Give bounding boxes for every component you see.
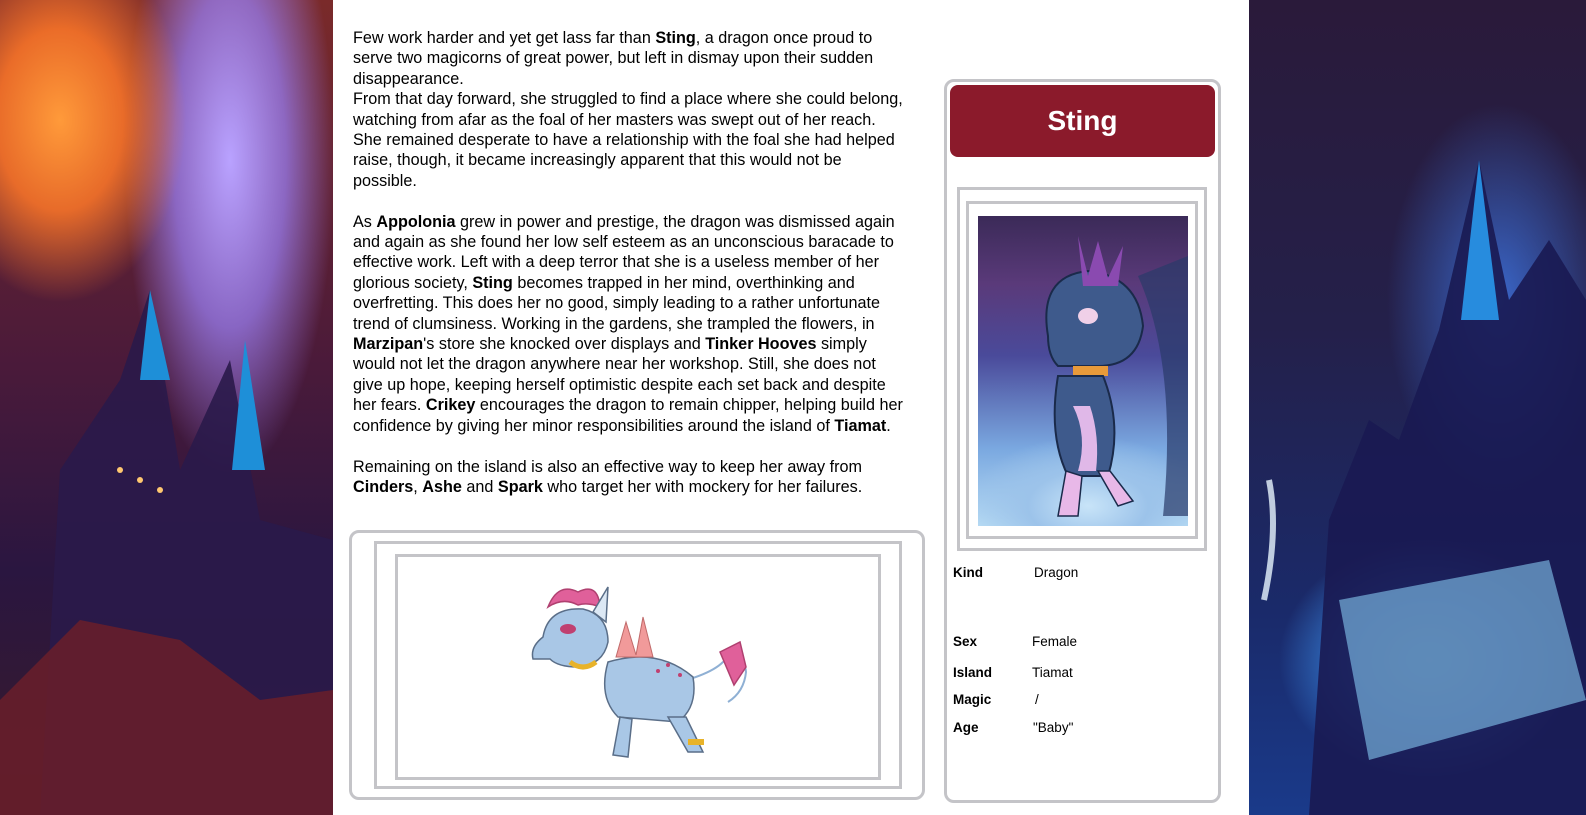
character-name-sting: Sting [655, 29, 696, 47]
story-text: , [413, 477, 423, 496]
character-portrait-image [978, 216, 1188, 526]
right-background-art [1249, 0, 1586, 815]
story-text: grew in power and prestige, the dragon was dismissed again and again as she found her low self esteem as an unconscious baracade to effective work. Left with a deep terror that she is a useless member of her glorious society, [353, 212, 895, 292]
character-name-ashe: Ashe [422, 477, 462, 496]
portrait-illustration [978, 216, 1188, 526]
character-name-tinker-hooves: Tinker Hooves [705, 335, 817, 354]
story-text: simply would not let the dragon anywhere near her workshop. Still, she does not give up hope, keeping herself optimistic despite each set back and despite her fears. [353, 335, 886, 415]
info-value: / [1035, 692, 1039, 707]
story-paragraph-4 [353, 457, 905, 498]
story-text: Remaining on the island is also an effective way to keep her away from [353, 457, 862, 476]
reference-sheet-frame [349, 530, 925, 800]
character-name-crikey: Crikey [425, 396, 476, 415]
info-label: Age [953, 720, 979, 735]
info-value: Female [1032, 634, 1078, 649]
character-infobox [944, 79, 1221, 803]
character-name-marzipan: Marzipan [353, 335, 424, 354]
reference-sheet-image-frame [395, 554, 881, 780]
story-text: encourages the dragon to remain chipper, helping build her confidence by giving her minor responsibilities around the island of [353, 396, 903, 435]
info-label: Island [953, 665, 993, 680]
island-name-tiamat: Tiamat [834, 416, 887, 435]
character-name-sting: Sting [472, 273, 513, 292]
story-paragraph-3 [353, 212, 905, 436]
main-content-panel [333, 0, 1249, 815]
story-text: Few work harder and yet get lass far than [353, 29, 656, 47]
info-label: Magic [953, 692, 992, 707]
story-text: . [886, 416, 891, 435]
info-value: Tiamat [1032, 665, 1073, 680]
character-name-appolonia: Appolonia [376, 212, 456, 231]
info-label: Sex [953, 634, 978, 649]
story-text: 's store she knocked over displays and [423, 335, 706, 354]
story-text: becomes trapped in her mind, overthinking and overfretting. This does her no good, simply leading to a rather unfortunate trend of clumsiness. Working in the gardens, she trampled the flowers, in [353, 273, 881, 333]
info-value: "Baby" [1033, 720, 1074, 735]
castle-silhouette-right [1249, 0, 1586, 815]
story-text: , a dragon once proud to serve two magicorns of great power, but left in dismay upon their sudden disappearance. [353, 29, 874, 88]
story-paragraph-1 [353, 28, 905, 89]
story-text: and [461, 477, 498, 496]
character-name-cinders: Cinders [353, 477, 414, 496]
info-value: Dragon [1034, 565, 1079, 580]
portrait-frame [957, 187, 1207, 551]
castle-silhouette-left [0, 0, 333, 815]
character-story [353, 28, 905, 497]
story-text: As [353, 212, 377, 231]
portrait-border [966, 201, 1198, 539]
reference-sheet-border [374, 541, 902, 789]
story-text: who target her with mockery for her failures. [542, 477, 863, 496]
character-name-spark: Spark [497, 477, 543, 496]
story-paragraph-2: From that day forward, she struggled to find a place where she could belong, watching from afar as the foal of her masters was swept out of her reach. She remained desperate to have a relationship with the foal she had helped raise, though, it became increasingly apparent that this would not be possible. [353, 90, 903, 190]
left-background-art [0, 0, 333, 815]
info-label: Kind [953, 565, 983, 580]
dragon-reference-image [508, 567, 768, 767]
infobox-title: Sting [950, 85, 1215, 157]
